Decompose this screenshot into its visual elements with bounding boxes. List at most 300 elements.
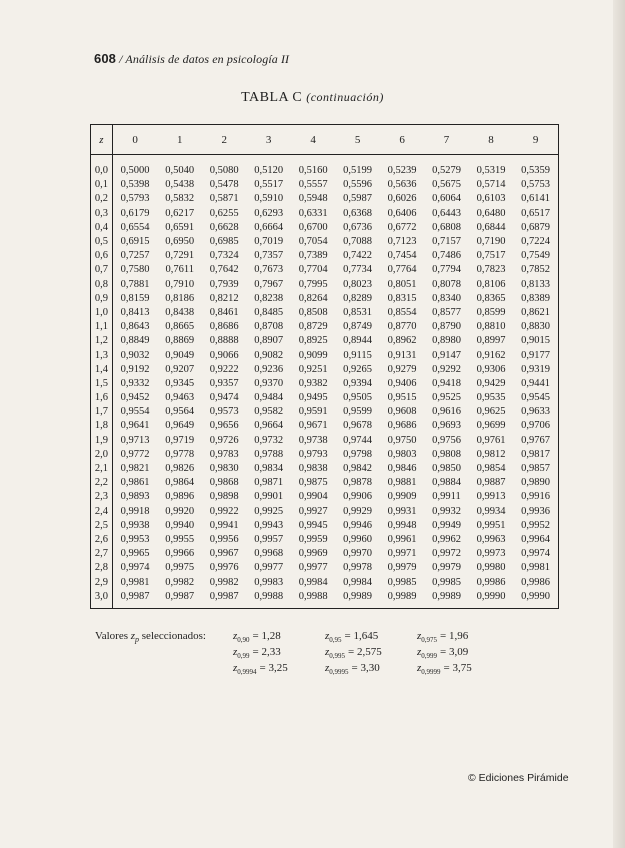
probability-cell: 0,8485 [254, 306, 284, 318]
probability-cell: 0,7054 [298, 236, 328, 248]
probability-cell: 0,9911 [432, 491, 461, 503]
probability-cell: 0,7852 [513, 263, 558, 277]
probability-cell: 0,6664 [254, 221, 284, 233]
probability-cell: 0,9525 [432, 392, 461, 404]
z-value: = 2,575 [348, 646, 382, 659]
probability-cell: 0,8531 [343, 306, 373, 318]
selected-z-value: $z_{0,99} = 2,33$ [233, 646, 281, 661]
probability-cell: 0,8315 [387, 292, 417, 304]
table-row [91, 334, 559, 348]
probability-cell: 0,6141 [513, 192, 558, 206]
probability-cell: 0,9982 [209, 576, 239, 588]
probability-cell: 0,9971 [387, 548, 417, 560]
probability-cell: 0,9959 [298, 533, 328, 545]
probability-cell: 0,9857 [513, 462, 558, 476]
table-row [91, 561, 559, 575]
probability-cell: 0,9099 [298, 349, 328, 361]
probability-cell: 0,9878 [343, 477, 373, 489]
probability-cell: 0,8686 [209, 321, 239, 333]
probability-cell: 0,8925 [298, 335, 328, 347]
probability-cell: 0,5517 [254, 179, 284, 191]
z-subscript: 0,999 [421, 652, 438, 661]
probability-cell: 0,9738 [298, 434, 328, 446]
z-column-header: z [91, 125, 113, 155]
probability-cell: 0,9756 [432, 434, 461, 446]
probability-cell: 0,9515 [387, 392, 417, 404]
table-row [91, 419, 559, 433]
probability-cell: 0,7642 [209, 264, 239, 276]
probability-cell: 0,9960 [343, 533, 373, 545]
probability-cell: 0,9236 [254, 363, 284, 375]
probability-cell: 0,8438 [165, 306, 195, 318]
probability-cell: 0,9967 [209, 548, 239, 560]
probability-cell: 0,9904 [298, 491, 328, 503]
probability-cell: 0,5910 [254, 193, 284, 205]
z-value-cell: 0,6 [91, 249, 113, 263]
table-row [91, 505, 559, 519]
probability-cell: 0,8365 [476, 292, 506, 304]
z-value-cell: 1,1 [91, 320, 113, 334]
z-value-cell: 0,9 [91, 292, 113, 306]
probability-cell: 0,5120 [254, 165, 284, 177]
probability-cell: 0,9545 [513, 391, 558, 405]
probability-cell: 0,9131 [387, 349, 417, 361]
z-subscript: 0,9995 [329, 668, 349, 677]
probability-cell: 0,9265 [343, 363, 373, 375]
probability-cell: 0,5040 [165, 165, 195, 177]
probability-cell: 0,9772 [120, 448, 150, 460]
probability-cell: 0,8078 [432, 278, 461, 290]
z-value-cell: 0,7 [91, 263, 113, 277]
probability-cell: 0,6628 [209, 221, 239, 233]
probability-cell: 0,9830 [209, 463, 239, 475]
probability-cell: 0,9082 [254, 349, 284, 361]
probability-cell: 0,9953 [120, 533, 150, 545]
probability-cell: 0,9927 [298, 505, 328, 517]
probability-cell: 0,9985 [432, 576, 461, 588]
probability-cell: 0,9842 [343, 463, 373, 475]
probability-cell: 0,9394 [343, 377, 373, 389]
probability-cell: 0,8888 [209, 335, 239, 347]
probability-cell: 0,9990 [513, 590, 558, 609]
probability-cell: 0,9952 [513, 519, 558, 533]
probability-cell: 0,9535 [476, 392, 506, 404]
probability-cell: 0,9706 [513, 419, 558, 433]
probability-cell: 0,9936 [513, 505, 558, 519]
selected-z-value: $z_{0,995} = 2,575$ [325, 646, 382, 661]
probability-cell: 0,9931 [387, 505, 417, 517]
probability-cell: 0,9909 [387, 491, 417, 503]
probability-cell: 0,7794 [432, 264, 461, 276]
probability-cell: 0,9357 [209, 377, 239, 389]
table-row [91, 575, 559, 589]
selected-z-value: $z_{0,9995} = 3,30$ [325, 662, 380, 677]
probability-cell: 0,9943 [254, 519, 284, 531]
selected-values-label: Valores $z_p$ seleccionados: [95, 630, 206, 645]
z-value-cell: 1,2 [91, 334, 113, 348]
table-row [91, 192, 559, 206]
probability-cell: 0,9898 [209, 491, 239, 503]
probability-cell: 0,9750 [387, 434, 417, 446]
z-value-cell: 0,4 [91, 221, 113, 235]
z-value: = 3,30 [351, 662, 380, 675]
probability-cell: 0,9441 [513, 377, 558, 391]
probability-cell: 0,7123 [387, 236, 417, 248]
z-value-cell: 1,0 [91, 306, 113, 320]
probability-cell: 0,8907 [254, 335, 284, 347]
probability-cell: 0,9306 [476, 363, 506, 375]
probability-cell: 0,9678 [343, 420, 373, 432]
probability-cell: 0,9966 [165, 548, 195, 560]
probability-cell: 0,6700 [298, 221, 328, 233]
z-value-cell: 0,8 [91, 278, 113, 292]
probability-cell: 0,9893 [120, 491, 150, 503]
probability-cell: 0,5596 [343, 179, 373, 191]
probability-cell: 0,7257 [120, 250, 150, 262]
selected-z-value: $z_{0,975} = 1,96$ [417, 630, 469, 645]
probability-cell: 0,7673 [254, 264, 284, 276]
probability-cell: 0,7995 [298, 278, 328, 290]
z-value-cell: 1,7 [91, 405, 113, 419]
probability-cell: 0,8770 [387, 321, 417, 333]
probability-cell: 0,9972 [432, 548, 461, 560]
digit-column-header: 3 [246, 125, 290, 155]
probability-cell: 0,9222 [209, 363, 239, 375]
probability-cell: 0,8577 [432, 306, 461, 318]
probability-cell: 0,9292 [432, 363, 461, 375]
probability-cell: 0,8461 [209, 306, 239, 318]
z-value-cell: 2,4 [91, 505, 113, 519]
probability-cell: 0,8962 [387, 335, 417, 347]
probability-cell: 0,7549 [513, 249, 558, 263]
probability-cell: 0,5557 [298, 179, 328, 191]
probability-cell: 0,6808 [432, 221, 461, 233]
probability-cell: 0,5832 [165, 193, 195, 205]
z-value-cell: 0,0 [91, 155, 113, 179]
z-value-cell: 2,0 [91, 448, 113, 462]
probability-cell: 0,6554 [120, 221, 150, 233]
probability-cell: 0,9649 [165, 420, 195, 432]
page-edge [613, 0, 625, 848]
probability-cell: 0,9977 [298, 562, 328, 574]
digit-column-header: 9 [513, 125, 558, 155]
probability-cell: 0,9429 [476, 377, 506, 389]
probability-cell: 0,9901 [254, 491, 284, 503]
probability-cell: 0,9938 [120, 519, 150, 531]
table-title [0, 90, 625, 106]
probability-cell: 0,7764 [387, 264, 417, 276]
probability-cell: 0,9988 [291, 590, 335, 609]
publisher-credit: © Ediciones Pirámide [468, 772, 569, 784]
probability-cell: 0,8810 [476, 321, 506, 333]
probability-cell: 0,7324 [209, 250, 239, 262]
probability-cell: 0,9961 [387, 533, 417, 545]
probability-cell: 0,8133 [513, 278, 558, 292]
probability-cell: 0,9868 [209, 477, 239, 489]
probability-cell: 0,5080 [209, 165, 239, 177]
probability-cell: 0,9599 [343, 406, 373, 418]
probability-cell: 0,6368 [343, 207, 373, 219]
probability-cell: 0,8944 [343, 335, 373, 347]
probability-cell: 0,9582 [254, 406, 284, 418]
probability-cell: 0,8729 [298, 321, 328, 333]
probability-cell: 0,9956 [209, 533, 239, 545]
probability-cell: 0,9505 [343, 392, 373, 404]
probability-cell: 0,8849 [120, 335, 150, 347]
selected-z-value: $z_{0,9999} = 3,75$ [417, 662, 472, 677]
probability-cell: 0,9826 [165, 463, 195, 475]
table-row [91, 278, 559, 292]
probability-cell: 0,9890 [513, 476, 558, 490]
probability-cell: 0,9115 [343, 349, 372, 361]
probability-cell: 0,9929 [343, 505, 373, 517]
table-row [91, 476, 559, 490]
probability-cell: 0,9686 [387, 420, 417, 432]
probability-cell: 0,8554 [387, 306, 417, 318]
probability-cell: 0,9989 [335, 590, 379, 609]
probability-cell: 0,9941 [209, 519, 239, 531]
probability-cell: 0,8599 [476, 306, 506, 318]
probability-cell: 0,5279 [432, 165, 461, 177]
probability-cell: 0,9945 [298, 519, 328, 531]
table-row [91, 590, 559, 609]
z-table [90, 124, 559, 609]
probability-cell: 0,9986 [476, 576, 506, 588]
probability-cell: 0,8621 [513, 306, 558, 320]
probability-cell: 0,6217 [165, 207, 195, 219]
probability-cell: 0,9699 [476, 420, 506, 432]
probability-cell: 0,5793 [120, 193, 150, 205]
probability-cell: 0,9980 [476, 562, 506, 574]
probability-cell: 0,9452 [120, 392, 150, 404]
z-subscript: 0,975 [421, 636, 438, 645]
z-value-cell: 2,5 [91, 519, 113, 533]
table-row [91, 292, 559, 306]
z-value: = 3,09 [440, 646, 469, 659]
probability-cell: 0,8051 [387, 278, 417, 290]
probability-cell: 0,7823 [476, 264, 506, 276]
z-subscript: 0,995 [329, 652, 346, 661]
probability-cell: 0,9793 [298, 448, 328, 460]
probability-cell: 0,9973 [476, 548, 506, 560]
probability-cell: 0,5478 [209, 179, 239, 191]
probability-cell: 0,9319 [513, 363, 558, 377]
probability-cell: 0,5438 [165, 179, 195, 191]
probability-cell: 0,7881 [120, 278, 150, 290]
probability-cell: 0,9713 [120, 434, 150, 446]
digit-column-header: 8 [469, 125, 513, 155]
probability-cell: 0,5871 [209, 193, 239, 205]
probability-cell: 0,9495 [298, 392, 328, 404]
table-row [91, 547, 559, 561]
z-value-cell: 3,0 [91, 590, 113, 609]
probability-cell: 0,9965 [120, 548, 150, 560]
probability-cell: 0,8159 [120, 292, 150, 304]
probability-cell: 0,9821 [120, 463, 150, 475]
probability-cell: 0,6064 [432, 193, 461, 205]
probability-cell: 0,9812 [476, 448, 506, 460]
probability-cell: 0,9977 [254, 562, 284, 574]
table-title-continuation: (continuación) [306, 90, 384, 104]
probability-cell: 0,6985 [209, 236, 239, 248]
probability-cell: 0,9875 [298, 477, 328, 489]
z-value-cell: 1,5 [91, 377, 113, 391]
probability-cell: 0,9147 [432, 349, 461, 361]
probability-cell: 0,9032 [120, 349, 150, 361]
probability-cell: 0,9990 [469, 590, 513, 609]
probability-cell: 0,8790 [432, 321, 461, 333]
probability-cell: 0,9948 [387, 519, 417, 531]
probability-cell: 0,9920 [165, 505, 195, 517]
probability-cell: 0,8186 [165, 292, 195, 304]
probability-cell: 0,7967 [254, 278, 284, 290]
z-value-cell: 2,9 [91, 575, 113, 589]
probability-cell: 0,9808 [432, 448, 461, 460]
probability-cell: 0,9608 [387, 406, 417, 418]
probability-cell: 0,9761 [476, 434, 506, 446]
probability-cell: 0,7224 [513, 235, 558, 249]
probability-cell: 0,5987 [343, 193, 373, 205]
table-row [91, 434, 559, 448]
table-row [91, 207, 559, 221]
probability-cell: 0,9962 [432, 533, 461, 545]
probability-cell: 0,7454 [387, 250, 417, 262]
probability-cell: 0,9251 [298, 363, 328, 375]
z-table-body [91, 155, 559, 609]
probability-cell: 0,9963 [476, 533, 506, 545]
probability-cell: 0,9732 [254, 434, 284, 446]
probability-cell: 0,9969 [298, 548, 328, 560]
probability-cell: 0,9932 [432, 505, 461, 517]
selected-z-value: $z_{0,9994} = 3,25$ [233, 662, 288, 677]
probability-cell: 0,7422 [343, 250, 373, 262]
probability-cell: 0,8508 [298, 306, 328, 318]
z-subscript: 0,9994 [237, 668, 257, 677]
probability-cell: 0,6517 [513, 207, 558, 221]
probability-cell: 0,9177 [513, 348, 558, 362]
probability-cell: 0,7939 [209, 278, 239, 290]
probability-cell: 0,8289 [343, 292, 373, 304]
probability-cell: 0,9370 [254, 377, 284, 389]
probability-cell: 0,9783 [209, 448, 239, 460]
probability-cell: 0,9913 [476, 491, 506, 503]
probability-cell: 0,8413 [120, 306, 150, 318]
table-row [91, 306, 559, 320]
z-value: = 1,645 [344, 630, 379, 642]
probability-cell: 0,9970 [343, 548, 373, 560]
probability-cell: 0,5319 [476, 165, 506, 177]
z-value-cell: 2,6 [91, 533, 113, 547]
probability-cell: 0,6406 [387, 207, 417, 219]
probability-cell: 0,9671 [298, 420, 328, 432]
probability-cell: 0,9861 [120, 477, 150, 489]
table-row [91, 348, 559, 362]
probability-cell: 0,6255 [209, 207, 239, 219]
probability-cell: 0,9916 [513, 490, 558, 504]
probability-cell: 0,9834 [254, 463, 284, 475]
probability-cell: 0,9989 [380, 590, 424, 609]
probability-cell: 0,9864 [165, 477, 195, 489]
probability-cell: 0,9940 [165, 519, 195, 531]
probability-cell: 0,9985 [387, 576, 417, 588]
probability-cell: 0,8106 [476, 278, 506, 290]
probability-cell: 0,9382 [298, 377, 328, 389]
probability-cell: 0,9949 [432, 519, 461, 531]
probability-cell: 0,8708 [254, 321, 284, 333]
probability-cell: 0,8023 [343, 278, 373, 290]
probability-cell: 0,6950 [165, 236, 195, 248]
probability-cell: 0,9979 [432, 562, 461, 574]
probability-cell: 0,9975 [165, 562, 195, 574]
probability-cell: 0,9846 [387, 463, 417, 475]
probability-cell: 0,9803 [387, 448, 417, 460]
selected-z-value: $z_{0,95} = 1,645$ [325, 630, 379, 645]
table-row [91, 178, 559, 192]
table-row [91, 235, 559, 249]
z-value-cell: 1,4 [91, 363, 113, 377]
probability-cell: 0,9279 [387, 363, 417, 375]
probability-cell: 0,9719 [165, 434, 195, 446]
probability-cell: 0,5160 [298, 165, 328, 177]
probability-cell: 0,5675 [432, 179, 461, 191]
probability-cell: 0,7389 [298, 250, 328, 262]
probability-cell: 0,9978 [343, 562, 373, 574]
probability-cell: 0,9951 [476, 519, 506, 531]
probability-cell: 0,7019 [254, 236, 284, 248]
probability-cell: 0,7704 [298, 264, 328, 276]
probability-cell: 0,9616 [432, 406, 461, 418]
probability-cell: 0,9345 [165, 377, 195, 389]
probability-cell: 0,9884 [432, 477, 461, 489]
z-value: = 3,25 [259, 662, 288, 675]
z-value-cell: 2,7 [91, 547, 113, 561]
table-row [91, 519, 559, 533]
probability-cell: 0,7611 [165, 264, 194, 276]
probability-cell: 0,7357 [254, 250, 284, 262]
probability-cell: 0,9988 [246, 590, 290, 609]
probability-cell: 0,6772 [387, 221, 417, 233]
probability-cell: 0,9896 [165, 491, 195, 503]
probability-cell: 0,9987 [157, 590, 201, 609]
selected-values-grid [233, 630, 509, 677]
probability-cell: 0,6591 [165, 221, 195, 233]
probability-cell: 0,9625 [476, 406, 506, 418]
table-row [91, 320, 559, 334]
table-row [91, 221, 559, 235]
probability-cell: 0,8830 [513, 320, 558, 334]
probability-cell: 0,9838 [298, 463, 328, 475]
probability-cell: 0,6443 [432, 207, 461, 219]
digit-column-header: 6 [380, 125, 424, 155]
probability-cell: 0,9633 [513, 405, 558, 419]
probability-cell: 0,9974 [120, 562, 150, 574]
z-value-cell: 0,1 [91, 178, 113, 192]
table-row [91, 263, 559, 277]
probability-cell: 0,9484 [254, 392, 284, 404]
probability-cell: 0,7157 [432, 236, 461, 248]
probability-cell: 0,9726 [209, 434, 239, 446]
probability-cell: 0,9664 [254, 420, 284, 432]
digit-column-header: 0 [112, 125, 157, 155]
digit-column-header: 5 [335, 125, 379, 155]
probability-cell: 0,9641 [120, 420, 150, 432]
table-row [91, 391, 559, 405]
probability-cell: 0,5239 [387, 165, 417, 177]
probability-cell: 0,6026 [387, 193, 417, 205]
table-title-main: TABLA C [241, 90, 303, 105]
z-value-cell: 1,3 [91, 348, 113, 362]
table-row [91, 377, 559, 391]
